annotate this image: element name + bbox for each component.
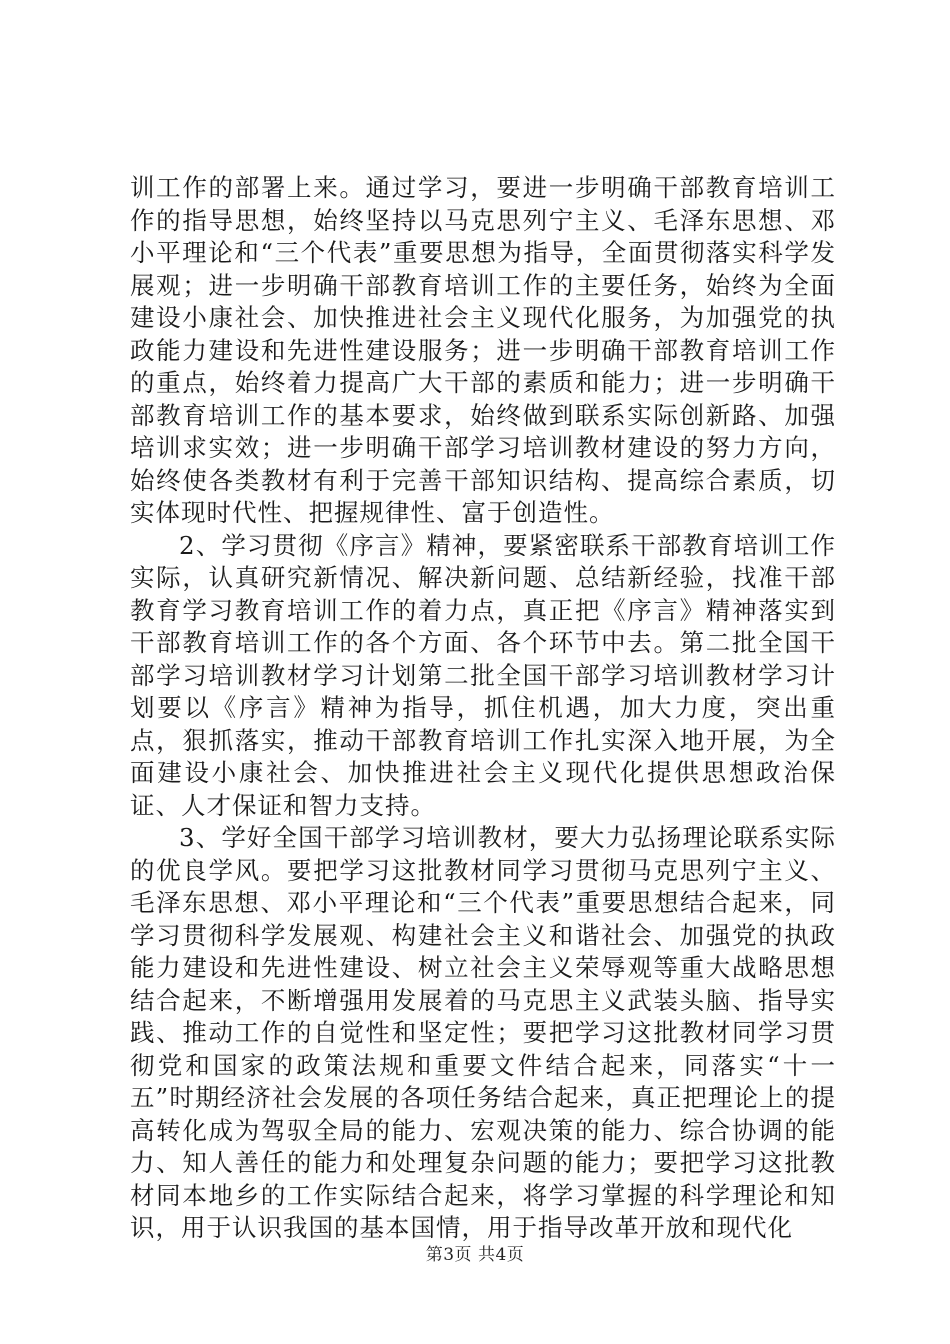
paragraph-3: 3、学好全国干部学习培训教材，要大力弘扬理论联系实际的优良学风。要把学习这批教材同学习贯彻马克思列宁主义、毛泽东思想、邓小平理论和“三个代表”重要思想结合起来，同学习贯彻科学发展观、构建社会主义和谐社会、加强党的执政能力建设和先进性建设、树立社会主义荣辱观等重大战略思想结合起来，不断增强用发展着的马克思主义武装头脑、指导实践、推动工作的自觉性和坚定性；要把学习这批教材同学习贯彻党和国家的政策法规和重要文件结合起来，同落实“十一五”时期经济社会发展的各项任务结合起来，真正把理论上的提高转化成为驾驭全局的能力、宏观决策的能力、综合协调的能力、知人善任的能力和处理复杂问题的能力；要把学习这批教材同本地乡的工作实际结合起来，将学习掌握的科学理论和知识，用于认识我国的基本国情，用于指导改革开放和现代化	[130, 823, 836, 1242]
paragraph-2: 2、学习贯彻《序言》精神，要紧密联系干部教育培训工作实际，认真研究新情况、解决新问题、总结新经验，找准干部教育学习教育培训工作的着力点，真正把《序言》精神落实到干部教育培训工作的各个方面、各个环节中去。第二批全国干部学习培训教材学习计划第二批全国干部学习培训教材学习计划要以《序言》精神为指导，抓住机遇，加大力度，突出重点，狠抓落实，推动干部教育培训工作扎实深入地开展，为全面建设小康社会、加快推进社会主义现代化提供思想政治保证、人才保证和智力支持。	[130, 530, 836, 820]
document-body	[130, 172, 836, 1245]
page-footer: 第3页 共4页	[425, 1245, 525, 1265]
paragraph-continuation: 训工作的部署上来。通过学习，要进一步明确干部教育培训工作的指导思想，始终坚持以马克思列宁主义、毛泽东思想、邓小平理论和“三个代表”重要思想为指导，全面贯彻落实科学发展观；进一步明确干部教育培训工作的主要任务，始终为全面建设小康社会、加快推进社会主义现代化服务，为加强党的执政能力建设和先进性建设服务；进一步明确干部教育培训工作的重点，始终着力提高广大干部的素质和能力；进一步明确干部教育培训工作的基本要求，始终做到联系实际创新路、加强培训求实效；进一步明确干部学习培训教材建设的努力方向，始终使各类教材有利于完善干部知识结构、提高综合素质，切实体现时代性、把握规律性、富于创造性。	[130, 173, 836, 527]
